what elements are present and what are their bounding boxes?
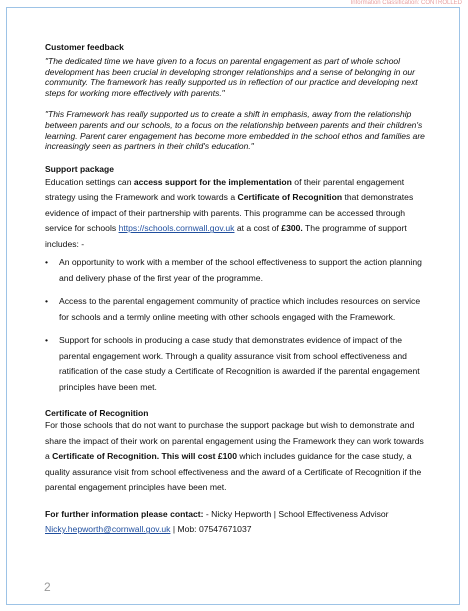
bullet-icon: • [45,296,49,307]
contact-mobile: | Mob: 07547671037 [170,524,252,535]
classification-label: Information Classification: CONTROLLED [350,0,462,6]
customer-feedback-heading: Customer feedback [45,42,124,52]
schools-link[interactable]: https://schools.cornwall.gov.uk [118,223,235,234]
list-item [45,333,425,395]
certificate-paragraph [45,418,425,496]
bullet-text: An opportunity to work with a member of the school effectiveness to support the action planning and delivery phase of the first year of the programme. [59,257,422,283]
bullet-icon: • [45,257,49,268]
page-content [45,42,425,538]
certificate-text-bold-1: Certificate of Recognition. [52,451,160,462]
support-text-bold-2: Certificate of Recognition [237,192,343,203]
contact-name: - Nicky Hepworth | School Effectiveness Advisor [203,508,389,519]
feedback-quote-1: "The dedicated time we have given to a focus on parental engagement as part of whole school development has been crucial in developing stronger relationships and a sense of belonging in our community. The framework has really supported us in reflection of our practice and developing next steps for working more effectively with parents." [45,56,418,98]
support-package-heading: Support package [45,163,114,174]
list-item [45,255,425,286]
bullet-text: Access to the parental engagement community of practice which includes resources on service for schools and a termly online meeting with other schools engaged with the Framework. [59,296,421,322]
email-link[interactable]: Nicky.hepworth@cornwall.gov.uk [45,524,171,535]
support-bullet-list [45,255,425,395]
certificate-text-1: For those schools that do not want to purchase the support package but wish to demonstrate and share the impact of their work on parental engagement using the Framework they can work towards a [45,420,424,462]
page-number: 2 [44,580,51,594]
certificate-text-2: which includes guidance for the case study, a quality assurance visit from school effectiveness and the award of a Certificate of Recognition if the parental engagement principles have been met. [45,451,422,493]
bullet-text: Support for schools in producing a case study that demonstrates evidence of impact of the parental engagement work. Through a quality assurance visit from school effectiveness and ratification of the case study a Certificate of Recognition is awarded if the parental engagement principles have been met. [59,335,420,392]
certificate-heading: Certificate of Recognition [45,408,149,419]
support-paragraph [45,175,425,253]
contact-bold: For further information please contact: [45,508,204,519]
bullet-icon: • [45,335,49,346]
support-price: £300. [281,223,303,234]
support-text-4: at a cost of [234,223,282,234]
support-text-3: that demonstrates evidence of impact of their partnership with parents. This programme can be accessed through service for schools [45,192,414,234]
contact-paragraph [45,507,425,538]
list-item [45,294,425,325]
support-text-1: Education settings can [45,176,134,187]
support-text-2: of their parental engagement strategy using the Framework and work towards a [45,176,405,203]
support-text-bold-1: access support for the implementation [133,176,292,187]
certificate-cost: This will cost £100 [159,451,237,462]
feedback-quote-2: "This Framework has really supported us to create a shift in emphasis, away from the relationship between parents and our schools, to a focus on the relationship between parents and their children's learning. Parent carer engagement has become more embedded in the school ethos and families are increasingly seen as partners in their child's education." [45,109,425,152]
support-text-5: The programme of support includes: - [45,223,407,249]
